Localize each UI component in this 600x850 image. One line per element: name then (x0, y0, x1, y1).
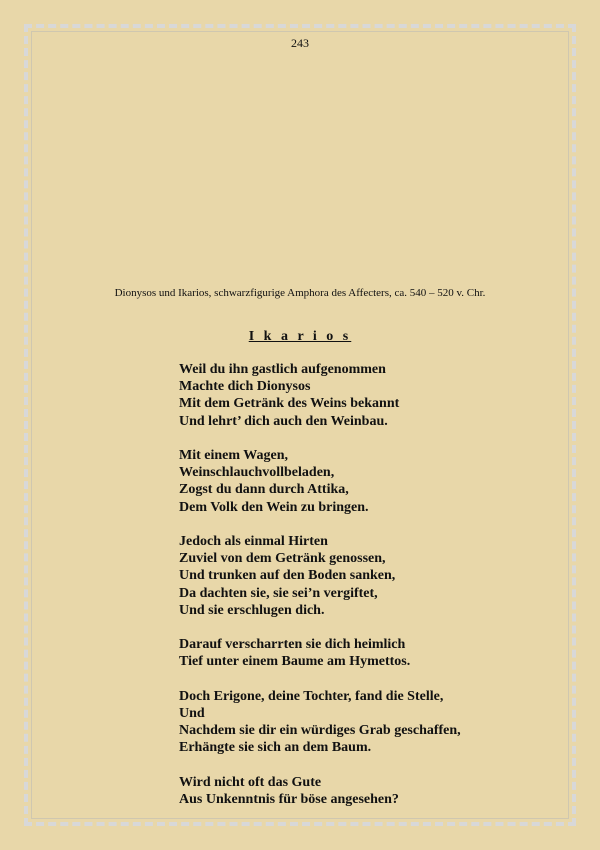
poem-line: Dem Volk den Wein zu bringen. (179, 499, 369, 515)
poem-stanza (179, 361, 569, 430)
poem-line: Darauf verscharrten sie dich heimlich (179, 637, 406, 653)
page-number: 243 (291, 36, 309, 50)
poem-line: Wird nicht oft das Gute (179, 774, 322, 790)
poem-line: Und (179, 706, 205, 721)
poem-line: Erhängte sie sich an dem Baum. (179, 740, 372, 756)
poem-line: Mit dem Getränk des Weins bekannt (179, 396, 400, 412)
poem-line: Tief unter einem Baume am Hymettos. (179, 654, 411, 670)
poem-line: Jedoch als einmal Hirten (179, 534, 328, 549)
poem-line: Aus Unkenntnis für böse angesehen? (179, 792, 399, 807)
poem-line: Nachdem sie dir ein würdiges Grab geschaffen, (179, 723, 461, 739)
poem-line: Zuviel von dem Getränk genossen, (179, 551, 386, 567)
poem-line: Und sie erschlugen dich. (179, 602, 325, 618)
poem-body (179, 361, 569, 825)
poem-line: Weinschlauchvollbeladen, (179, 465, 335, 481)
poem-line: Da dachten sie, sie sei’n vergiftet, (179, 585, 378, 601)
poem-line: Weil du ihn gastlich aufgenommen (179, 362, 386, 377)
poem-line: Zogst du dann durch Attika, (179, 482, 349, 498)
poem-stanza (179, 688, 569, 757)
poem-stanza (179, 636, 569, 670)
poem-stanza (179, 533, 569, 619)
poem-line: Und lehrt’ dich auch den Weinbau. (179, 413, 388, 429)
poem-line: Doch Erigone, deine Tochter, fand die Stelle, (179, 688, 444, 704)
poem-stanza (179, 774, 569, 808)
poem-line: Machte dich Dionysos (179, 379, 311, 395)
poem-title: I k a r i o s (248, 329, 352, 344)
poem-line: Mit einem Wagen, (179, 448, 289, 463)
poem-stanza (179, 447, 569, 516)
image-caption: Dionysos und Ikarios, schwarzfigurige Amphora des Affecters, ca. 540 – 520 v. Chr. (114, 287, 486, 299)
poem-line: Und trunken auf den Boden sanken, (179, 568, 396, 584)
